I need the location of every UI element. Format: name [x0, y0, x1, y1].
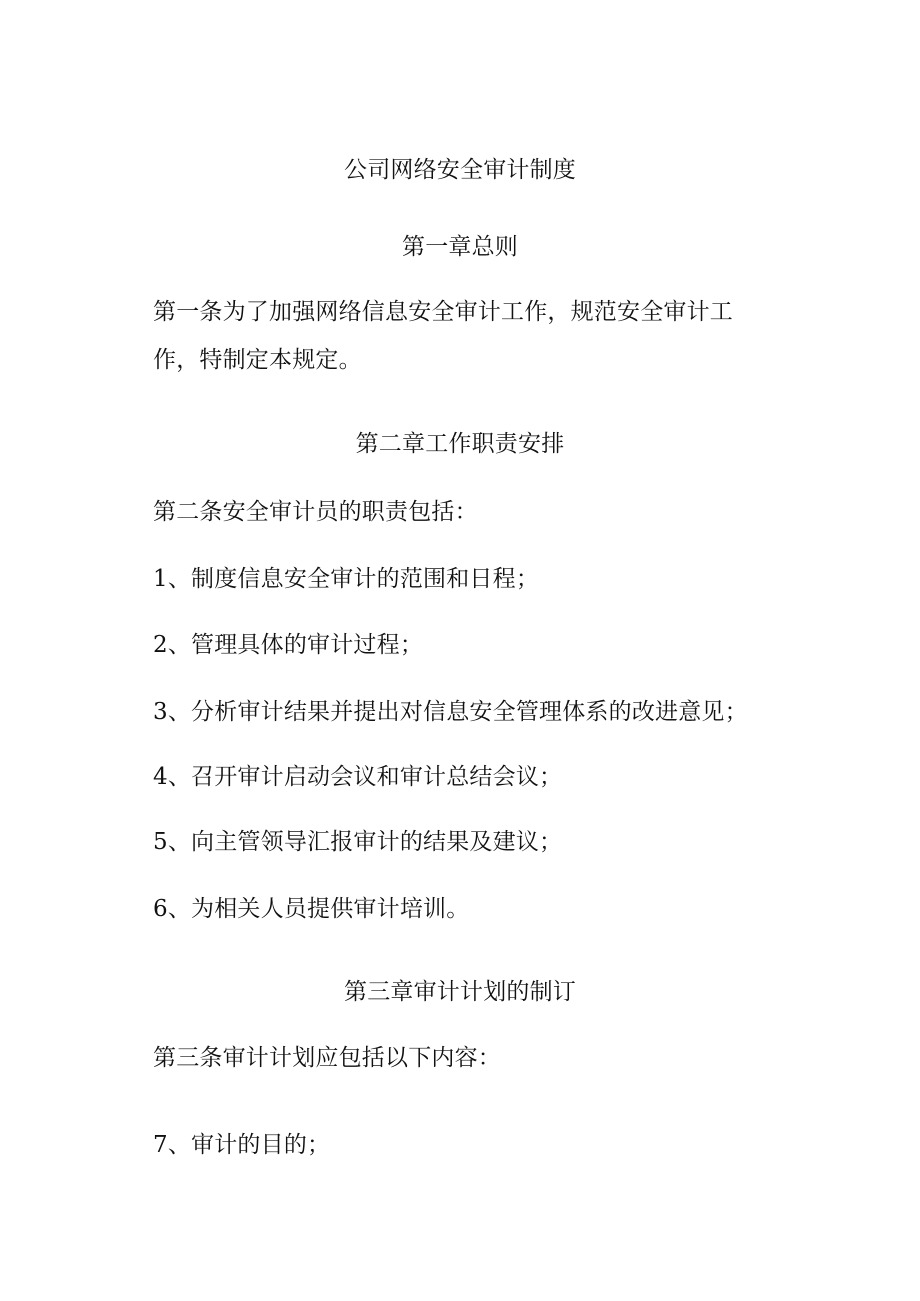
article-2: 第二条安全审计员的职责包括：: [153, 499, 478, 525]
list-item: 6、为相关人员提供审计培训。: [153, 896, 470, 922]
list-item: 1、制度信息安全审计的范围和日程；: [153, 566, 540, 592]
document-title: 公司网络安全审计制度: [344, 157, 576, 183]
list-item: 3、分析审计结果并提出对信息安全管理体系的改进意见；: [153, 699, 748, 725]
chapter-heading-1: 第一章总则: [402, 234, 518, 260]
list-item: 7、审计的目的；: [153, 1132, 331, 1158]
article-1-line-1: 第一条为了加强网络信息安全审计工作，规范安全审计工: [153, 299, 733, 325]
list-item: 5、向主管领导汇报审计的结果及建议；: [153, 829, 563, 855]
article-3: 第三条审计计划应包括以下内容：: [153, 1045, 501, 1071]
article-1-line-2: 作，特制定本规定。: [153, 347, 362, 373]
list-item: 2、管理具体的审计过程；: [153, 632, 424, 658]
chapter-heading-3: 第三章审计计划的制订: [344, 979, 576, 1005]
chapter-heading-2: 第二章工作职责安排: [355, 431, 565, 457]
list-item: 4、召开审计启动会议和审计总结会议；: [153, 764, 563, 790]
